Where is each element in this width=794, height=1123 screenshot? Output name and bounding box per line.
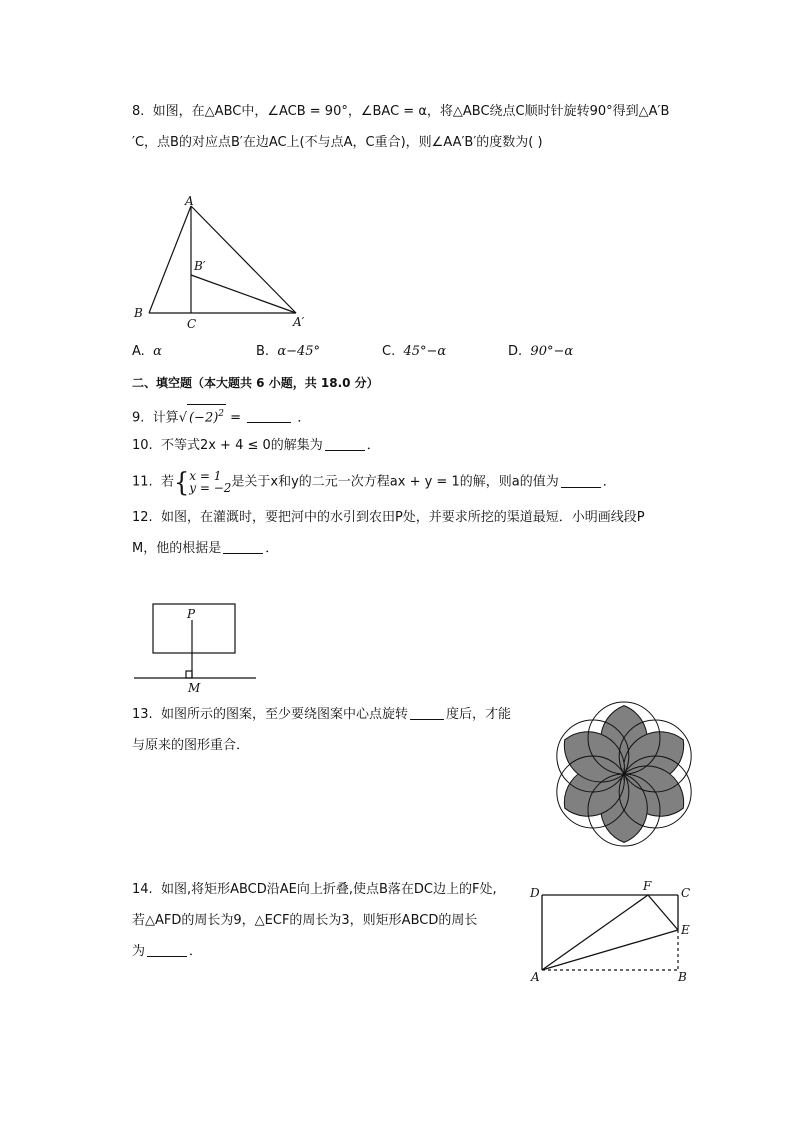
q9-number: 9. [132,410,145,426]
q8-line-2 [132,134,543,152]
q14-fold-fe [648,895,678,930]
q13-number: 13. [132,707,153,722]
q12-answer-blank[interactable] [223,540,263,554]
q8-number: 8. [132,104,145,119]
q8-label-a1: A′ [293,315,305,329]
q12-figure [132,598,272,698]
q9-answer-blank[interactable] [247,409,291,423]
q8-text-1: 如图，在△ABC中，∠ACB = 90°，∠BAC = α，将△ABC绕点C顺时针旋转90°得到△A′B [152,104,670,119]
q14-label-b: B [678,970,687,984]
q11-answer-blank[interactable] [561,474,601,488]
q13-line-2: 与原来的图形重合． [132,738,250,753]
q8-side-aa1 [191,206,296,313]
q14-line-3: 为 ． [132,944,203,959]
q8-label-b1: B′ [194,259,206,273]
q14-line-2: 若△AFD的周长为9，△ECF的周长为3，则矩形ABCD的周长 [132,913,478,928]
q14-fold-af [542,895,648,970]
q8-figure [130,195,330,335]
q13-line-1: 13. 如图所示的图案，至少要绕图案中心点旋转 度后，才能 [132,707,511,722]
q12-label-m: M [188,681,201,695]
q14-number: 14. [132,882,153,897]
q9-line: 9. 计算√ $(-2)^2$ = ． [132,404,310,427]
q14-line-1: 14. 如图,将矩形ABCD沿AE向上折叠,使点B落在DC边上的F处, [132,882,497,897]
q13-answer-blank[interactable] [410,706,444,720]
q10-number: 10. [132,438,153,453]
q11-number: 11. [132,474,153,490]
q14-figure [528,878,708,983]
q11-system: x = 1 y = −2 [189,469,232,495]
q12-label-p: P [187,607,196,621]
q14-label-e: E [681,923,690,937]
q8-text-2: ′C，点B的对应点B′在边AC上(不与点A，C重合)，则∠AA′B′的度数为( ) [132,135,543,150]
q14-fold-ae [542,930,678,970]
q14-answer-blank[interactable] [147,943,187,957]
q14-label-d: D [530,886,540,900]
q12-line-2: M，他的根据是 ． [132,541,279,556]
q11-line: 11. 若{ x = 1 y = −2 是关于x和y的二元一次方程ax + y = 1的解，则a的值为 ． [132,466,616,498]
q13-figure [549,699,699,849]
q8-choice-a[interactable]: A. α [132,344,162,359]
q8-label-a: A [185,194,194,208]
q8-side-ab [149,206,191,313]
q14-label-c: C [681,886,691,900]
q10-answer-blank[interactable] [325,437,365,451]
q10-line: 10. 不等式2x + 4 ≤ 0的解集为 ． [132,438,380,453]
q8-choice-d[interactable]: D. 90°−α [508,344,574,359]
q8-line-1 [132,103,669,121]
q8-choice-b[interactable]: B. α−45° [256,344,321,359]
q8-label-c: C [187,317,197,331]
q12-number: 12. [132,510,153,525]
q14-label-f: F [643,879,652,893]
section-title: 二、填空题（本大题共 6 小题，共 18.0 分） [132,376,379,390]
q8-choice-c[interactable]: C. 45°−α [382,344,447,359]
q14-label-a: A [531,970,540,984]
q8-side-b1a1 [191,275,296,313]
q12-right-angle-mark [186,671,192,678]
q8-label-b: B [134,306,143,320]
q12-line-1: 12. 如图，在灌溉时，要把河中的水引到农田P处，并要求所挖的渠道最短．小明画线段P [132,510,645,525]
